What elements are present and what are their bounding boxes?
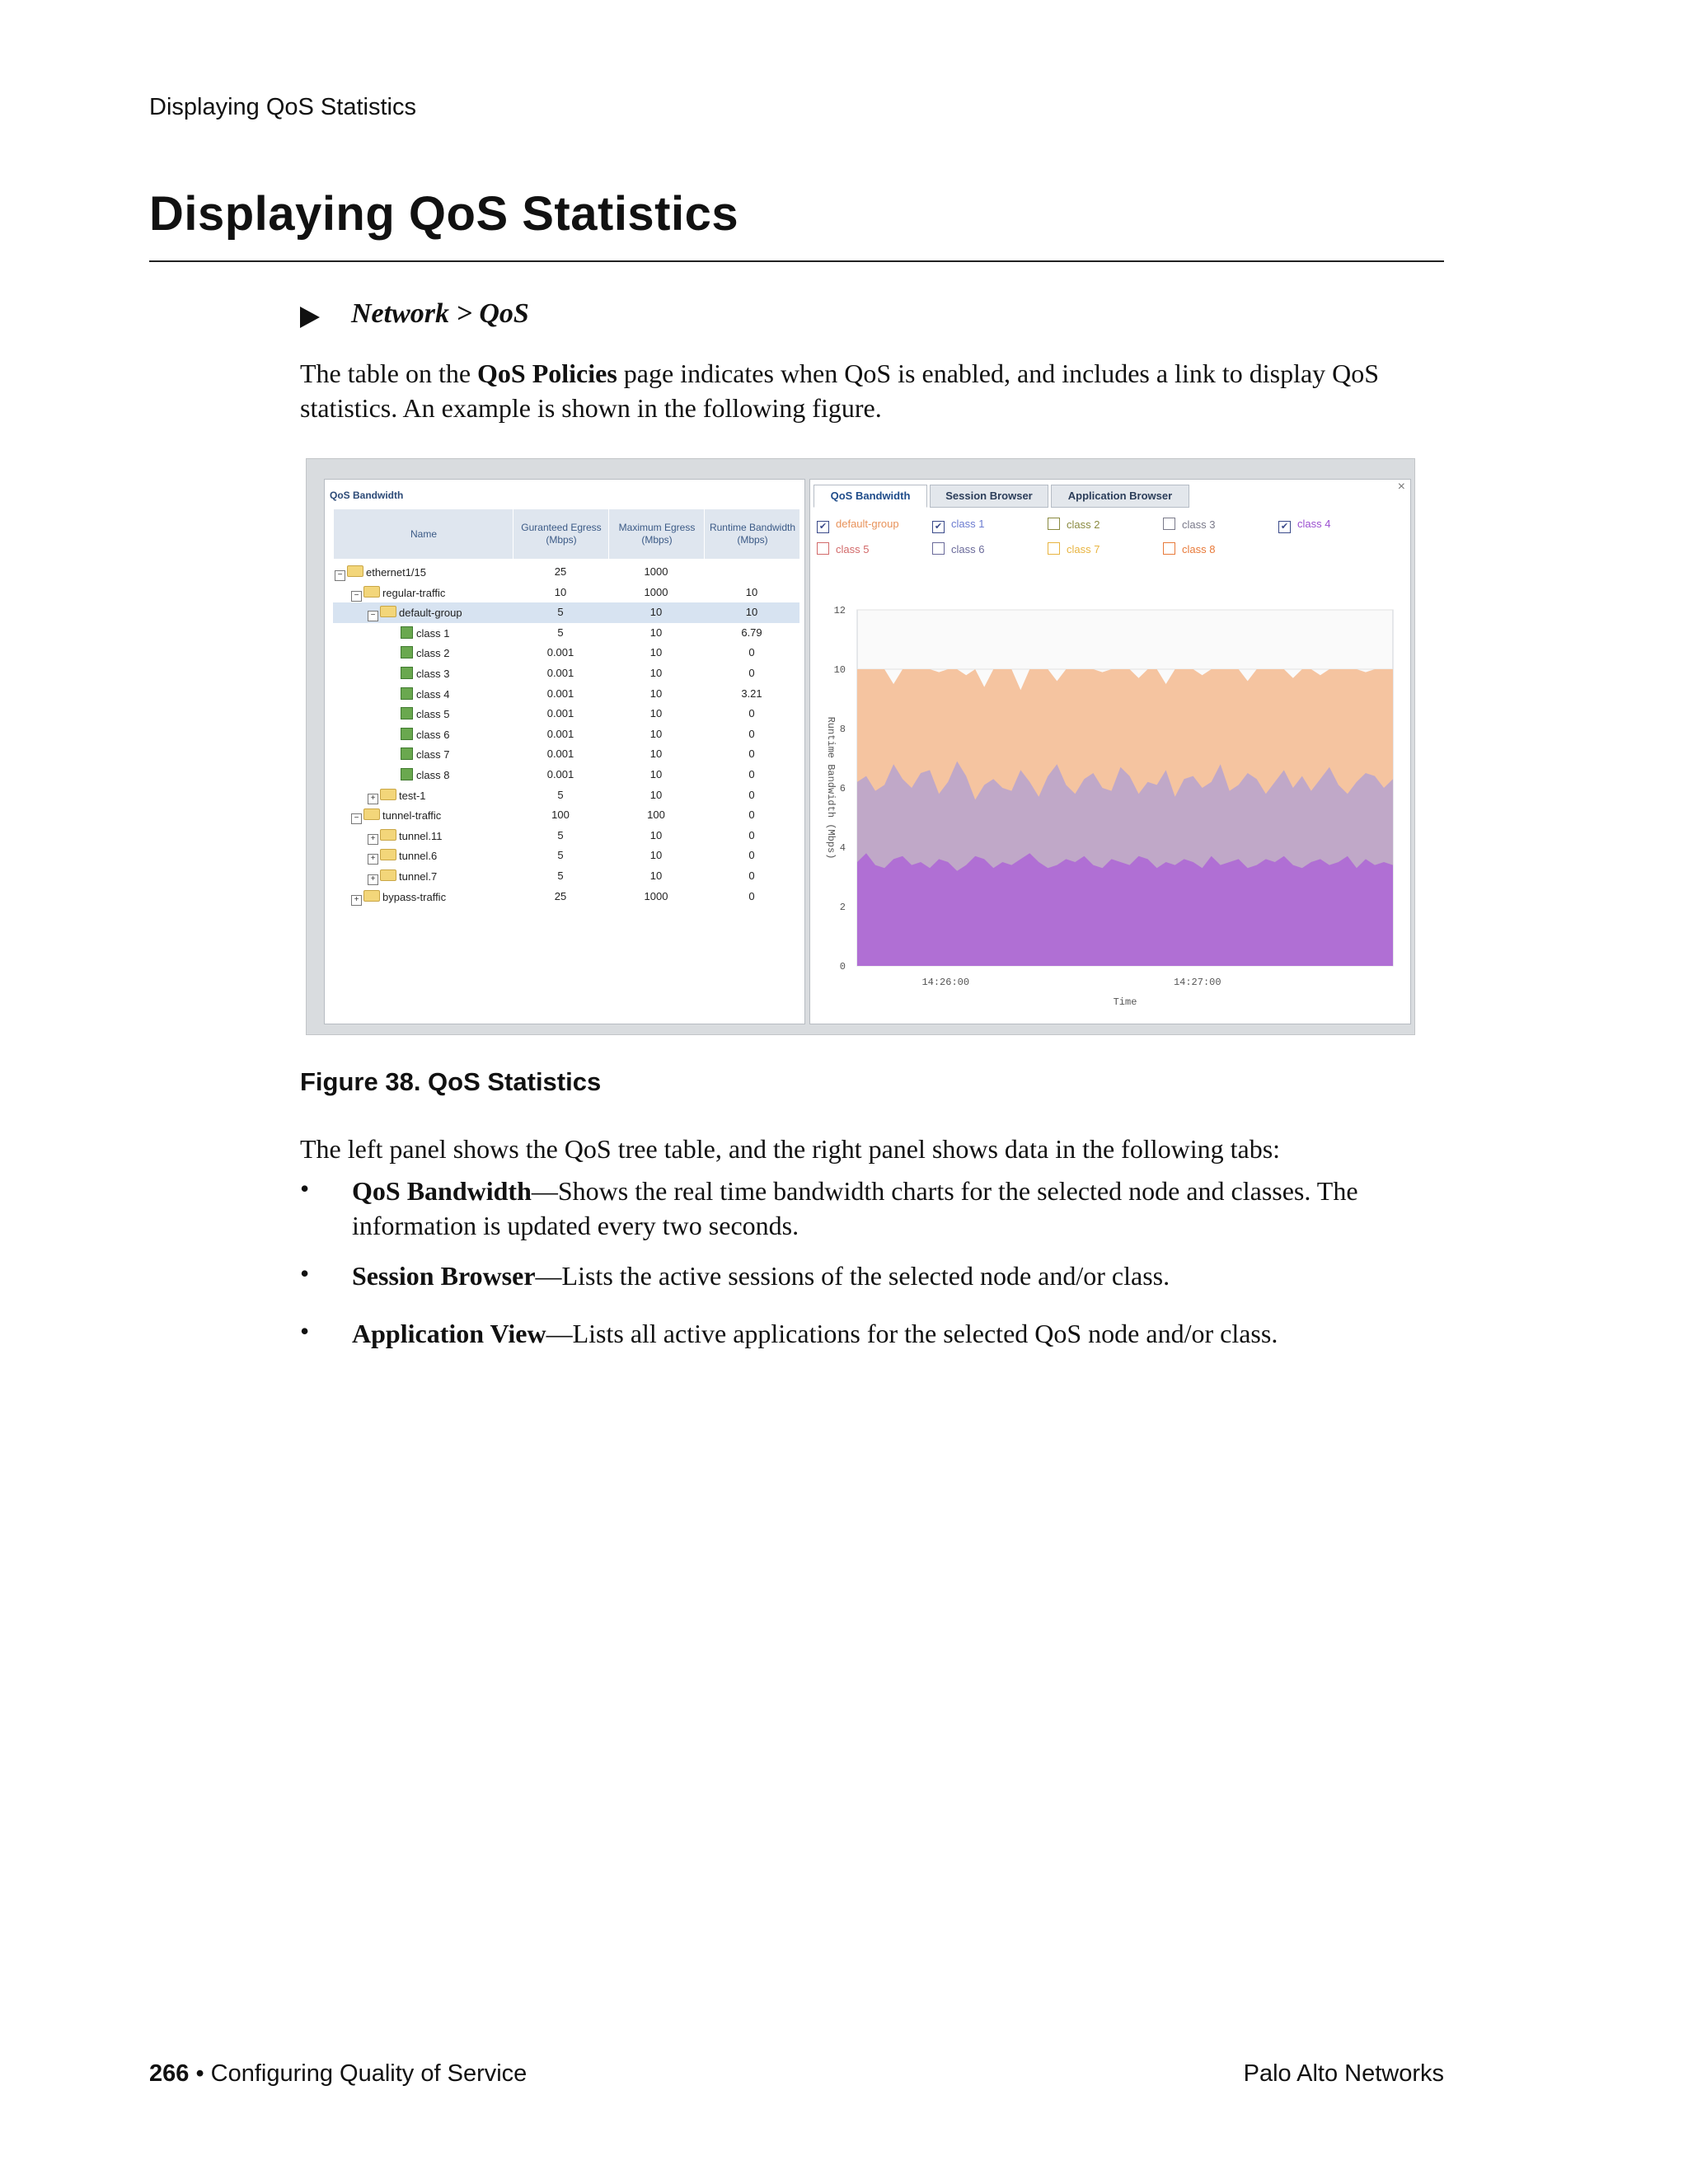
cell-guaranteed: 10: [554, 585, 567, 598]
cell-runtime: 0: [748, 808, 755, 822]
row-name: [351, 890, 446, 906]
folder-icon: [380, 829, 396, 841]
cell-guaranteed: 5: [557, 606, 564, 619]
bullet-qos-bandwidth: [352, 1174, 1448, 1243]
cell-runtime: 0: [748, 707, 755, 720]
qos-screenshot: [306, 458, 1415, 1035]
cell-guaranteed: 0.001: [546, 707, 574, 720]
expand-icon[interactable]: +: [368, 854, 378, 865]
bullet-desc: —Shows the real time bandwidth charts for the selected node and classes. The information is updated every two seconds.: [352, 1176, 1358, 1240]
cell-maximum: 10: [649, 869, 663, 882]
column-header-guaranteed[interactable]: Guranteed Egress (Mbps): [513, 509, 609, 559]
area-series-class-4: [857, 853, 1393, 966]
table-row[interactable]: [333, 887, 799, 907]
expand-icon[interactable]: +: [368, 874, 378, 885]
checked-checkbox-icon[interactable]: ✔: [1278, 521, 1291, 533]
row-label: regular-traffic: [382, 586, 446, 599]
y-axis-label: Runtime Bandwidth (Mbps): [825, 716, 837, 860]
table-row[interactable]: [333, 623, 799, 644]
cell-maximum: 10: [649, 828, 663, 841]
table-header: [333, 509, 799, 559]
cell-runtime: 0: [748, 727, 755, 740]
cell-maximum: 10: [649, 707, 663, 720]
cell-guaranteed: 25: [554, 889, 567, 902]
footer-left: [149, 2060, 527, 2088]
table-row[interactable]: [333, 602, 799, 623]
table-row[interactable]: [333, 583, 799, 603]
row-name: [401, 667, 449, 680]
expand-icon[interactable]: +: [368, 794, 378, 804]
folder-icon: [363, 586, 380, 598]
row-label: class 3: [416, 668, 450, 680]
row-name: [368, 849, 437, 865]
page-title: Displaying QoS Statistics: [149, 187, 739, 241]
expand-icon[interactable]: +: [351, 895, 362, 906]
figure-caption: Figure 38. QoS Statistics: [300, 1067, 602, 1096]
cell-guaranteed: 0.001: [546, 646, 574, 659]
tab-session-browser[interactable]: Session Browser: [930, 485, 1048, 508]
intro-before: The table on the: [300, 359, 478, 388]
class-icon: [401, 768, 413, 780]
cell-guaranteed: 5: [557, 788, 564, 801]
row-name: [401, 646, 449, 659]
table-row[interactable]: [333, 765, 799, 785]
y-tick-label: 2: [839, 902, 846, 913]
page-number: 266: [149, 2060, 190, 2087]
bullet-term: Session Browser: [352, 1261, 536, 1291]
collapse-icon[interactable]: −: [335, 570, 345, 581]
cell-guaranteed: 5: [557, 828, 564, 841]
nav-path: Network > QoS: [351, 298, 529, 329]
row-label: class 6: [416, 728, 450, 741]
cell-maximum: 10: [649, 687, 663, 700]
legend-label: class 3: [1182, 518, 1216, 531]
row-label: class 1: [416, 626, 450, 640]
cell-maximum: 10: [649, 849, 663, 862]
folder-icon: [380, 849, 396, 860]
column-header-name[interactable]: Name: [333, 509, 513, 559]
cell-guaranteed: 5: [557, 626, 564, 639]
bullet-application-view: [352, 1316, 1448, 1351]
row-name: [401, 707, 449, 720]
cell-maximum: 10: [649, 727, 663, 740]
cell-runtime: 0: [748, 869, 755, 882]
class-icon: [401, 626, 413, 639]
cell-maximum: 1000: [644, 889, 668, 902]
cell-runtime: 10: [745, 585, 758, 598]
table-row[interactable]: [333, 805, 799, 826]
title-rule: [149, 260, 1444, 262]
row-label: tunnel.7: [399, 870, 438, 883]
tab-application-browser[interactable]: Application Browser: [1051, 485, 1189, 508]
bandwidth-chart: [810, 480, 1412, 1025]
x-tick-label: 14:27:00: [1173, 977, 1221, 988]
y-tick-label: 8: [839, 724, 846, 735]
y-tick-label: 10: [833, 664, 846, 676]
row-name: [351, 808, 441, 824]
cell-maximum: 10: [649, 768, 663, 780]
y-tick-label: 12: [833, 605, 846, 616]
y-tick-label: 6: [839, 783, 846, 794]
cell-guaranteed: 0.001: [546, 748, 574, 761]
cell-guaranteed: 25: [554, 565, 567, 578]
table-row[interactable]: [333, 826, 799, 846]
row-label: default-group: [399, 607, 462, 620]
cell-maximum: 1000: [644, 565, 668, 578]
row-label: class 2: [416, 647, 450, 660]
cell-runtime: 0: [748, 748, 755, 761]
collapse-icon[interactable]: −: [351, 813, 362, 824]
cell-guaranteed: 5: [557, 869, 564, 882]
expand-icon[interactable]: +: [368, 834, 378, 845]
table-row[interactable]: [333, 866, 799, 887]
bullet-marker: •: [300, 1258, 310, 1288]
y-tick-label: 4: [839, 842, 846, 854]
intro-bold: QoS Policies: [477, 359, 617, 388]
cell-guaranteed: 0.001: [546, 667, 574, 679]
row-label: tunnel.11: [399, 829, 443, 842]
bullet-desc: —Lists all active applications for the selected QoS node and/or class.: [546, 1319, 1278, 1348]
table-row[interactable]: [333, 643, 799, 663]
legend-label: class 6: [951, 543, 985, 555]
legend-label: class 5: [836, 543, 870, 555]
table-row[interactable]: [333, 724, 799, 745]
table-row[interactable]: [333, 846, 799, 866]
cell-runtime: 3.21: [741, 687, 762, 700]
cell-runtime: 0: [748, 828, 755, 841]
row-label: ethernet1/15: [366, 566, 427, 579]
table-row[interactable]: [333, 785, 799, 806]
row-name: [368, 789, 426, 804]
legend-label: class 2: [1067, 518, 1100, 531]
legend-label: class 7: [1067, 543, 1100, 555]
collapse-icon[interactable]: −: [368, 611, 378, 621]
x-tick-label: 14:26:00: [921, 977, 970, 988]
folder-icon: [363, 890, 380, 902]
row-name: [351, 586, 445, 602]
cell-runtime: 0: [748, 646, 755, 659]
row-name: [368, 606, 462, 621]
row-label: bypass-traffic: [382, 890, 447, 903]
folder-icon: [380, 869, 396, 881]
cell-maximum: 10: [649, 606, 663, 619]
x-axis-label: Time: [1113, 996, 1137, 1008]
row-label: class 8: [416, 769, 450, 781]
bullet-term: Application View: [352, 1319, 546, 1348]
legend-label: class 4: [1297, 518, 1331, 530]
row-label: class 7: [416, 748, 450, 762]
cell-maximum: 10: [649, 748, 663, 761]
cell-runtime: 6.79: [741, 626, 762, 639]
class-icon: [401, 748, 413, 760]
legend-label: default-group: [836, 518, 899, 530]
class-icon: [401, 646, 413, 658]
legend-label: class 1: [951, 518, 985, 530]
cell-maximum: 1000: [644, 585, 668, 598]
folder-icon: [347, 565, 363, 577]
cell-runtime: 0: [748, 667, 755, 679]
table-row[interactable]: [333, 684, 799, 705]
column-header-runtime[interactable]: Runtime Bandwidth (Mbps): [704, 509, 800, 559]
cell-guaranteed: 0.001: [546, 687, 574, 700]
bullet-marker: •: [300, 1174, 310, 1203]
checked-checkbox-icon[interactable]: ✔: [817, 521, 829, 533]
cell-maximum: 10: [649, 788, 663, 801]
table-row[interactable]: [333, 562, 799, 583]
cell-guaranteed: 0.001: [546, 768, 574, 780]
legend-label: class 8: [1182, 543, 1216, 555]
cell-maximum: 10: [649, 646, 663, 659]
row-label: tunnel-traffic: [382, 809, 442, 823]
table-row[interactable]: [333, 704, 799, 724]
row-name: [368, 869, 437, 885]
row-name: [401, 748, 449, 761]
intro-after: page indicates when QoS is enabled, and includes a link to display QoS statistics. An example is shown in the following figure.: [300, 359, 1380, 423]
qos-chart-panel: [809, 479, 1411, 1024]
class-icon: [401, 707, 413, 719]
row-label: tunnel.6: [399, 850, 438, 863]
qos-tree-panel: [324, 479, 805, 1024]
class-icon: [401, 687, 413, 700]
cell-guaranteed: 5: [557, 849, 564, 862]
table-row[interactable]: [333, 744, 799, 765]
intro-paragraph: [300, 356, 1446, 425]
row-label: class 4: [416, 687, 450, 701]
collapse-icon[interactable]: −: [351, 591, 362, 602]
folder-icon: [380, 789, 396, 800]
cell-runtime: 0: [748, 849, 755, 862]
row-name: [401, 687, 449, 701]
footer-separator: •: [189, 2060, 211, 2087]
bullet-marker: •: [300, 1316, 310, 1346]
body-intro: The left panel shows the QoS tree table, and the right panel shows data in the following tabs:: [300, 1134, 1281, 1164]
cell-maximum: 100: [647, 808, 665, 822]
cell-runtime: 0: [748, 889, 755, 902]
row-label: class 5: [416, 708, 450, 721]
bullet-desc: —Lists the active sessions of the selected node and/or class.: [535, 1261, 1170, 1291]
chapter-name: Configuring Quality of Service: [210, 2060, 528, 2087]
bullet-session-browser: [352, 1258, 1448, 1293]
folder-icon: [380, 606, 396, 617]
row-label: test-1: [399, 789, 426, 802]
row-name: [401, 626, 449, 640]
table-row[interactable]: [333, 663, 799, 684]
cell-guaranteed: 100: [551, 808, 570, 822]
cell-maximum: 10: [649, 626, 663, 639]
tab-qos-bandwidth[interactable]: QoS Bandwidth: [814, 485, 927, 508]
y-tick-label: 0: [839, 961, 846, 972]
checked-checkbox-icon[interactable]: ✔: [932, 521, 945, 533]
cell-runtime: 0: [748, 788, 755, 801]
cell-runtime: 10: [745, 606, 758, 619]
column-header-maximum[interactable]: Maximum Egress (Mbps): [608, 509, 705, 559]
cell-maximum: 10: [649, 667, 663, 679]
cell-runtime: 0: [748, 768, 755, 780]
row-name: [401, 768, 449, 781]
row-name: [401, 728, 449, 741]
class-icon: [401, 667, 413, 679]
running-header: Displaying QoS Statistics: [149, 94, 416, 120]
class-icon: [401, 728, 413, 740]
panel-title: QoS Bandwidth: [330, 490, 404, 501]
footer-company: Palo Alto Networks: [1243, 2060, 1444, 2087]
folder-icon: [363, 808, 380, 820]
close-icon[interactable]: ×: [1397, 480, 1405, 494]
bullet-term: QoS Bandwidth: [352, 1176, 532, 1206]
nav-arrow-icon: [300, 307, 320, 328]
row-name: [368, 829, 443, 845]
cell-guaranteed: 0.001: [546, 727, 574, 740]
row-name: [335, 565, 426, 581]
